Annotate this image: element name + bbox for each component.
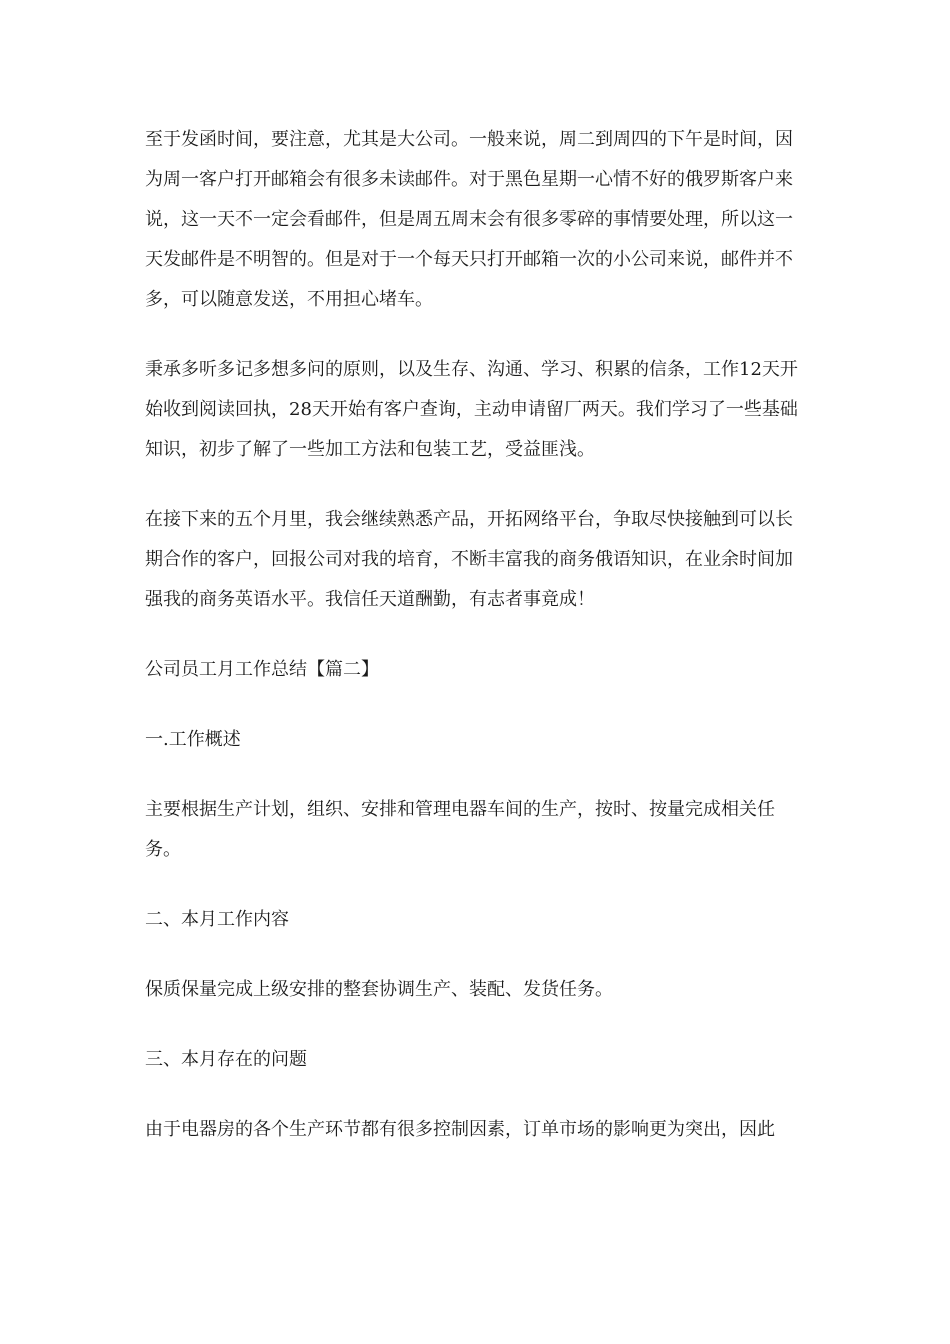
section-title: 公司员工月工作总结【篇二】 [145,659,379,680]
paragraph-overview: 主要根据生产计划，组织、安排和管理电器车间的生产，按时、按量完成相关任务。 [145,799,775,860]
heading-problems: 三、本月存在的问题 [145,1049,307,1070]
paragraph-sending-time: 至于发函时间，要注意，尤其是大公司。一般来说，周二到周四的下午是时间，因为周一客户打开邮箱会有很多未读邮件。对于黑色星期一心情不好的俄罗斯客户来说，这一天不一定会看邮件，但是周五周末会有很多零碎的事情要处理，所以这一天发邮件是不明智的。但是对于一个每天只打开邮箱一次的小公司来说，邮件并不多，可以随意发送，不用担心堵车。 [145,129,793,310]
paragraph-future-plans: 在接下来的五个月里，我会继续熟悉产品，开拓网络平台，争取尽快接触到可以长期合作的客户，回报公司对我的培育，不断丰富我的商务俄语知识，在业余时间加强我的商务英语水平。我信任天道酬勤，有志者事竟成！ [145,509,793,610]
paragraph-problems: 由于电器房的各个生产环节都有很多控制因素，订单市场的影响更为突出，因此 [145,1119,775,1140]
document-body [145,120,805,1180]
heading-monthly-content: 二、本月工作内容 [145,909,289,930]
paragraph-work-principles: 秉承多听多记多想多问的原则，以及生存、沟通、学习、积累的信条，工作12天开始收到阅读回执，28天开始有客户查询，主动申请留厂两天。我们学习了一些基础知识，初步了解了一些加工方法和包装工艺，受益匪浅。 [145,359,798,460]
paragraph-monthly-content: 保质保量完成上级安排的整套协调生产、装配、发货任务。 [145,979,613,1000]
heading-work-overview: 一.工作概述 [145,729,241,750]
